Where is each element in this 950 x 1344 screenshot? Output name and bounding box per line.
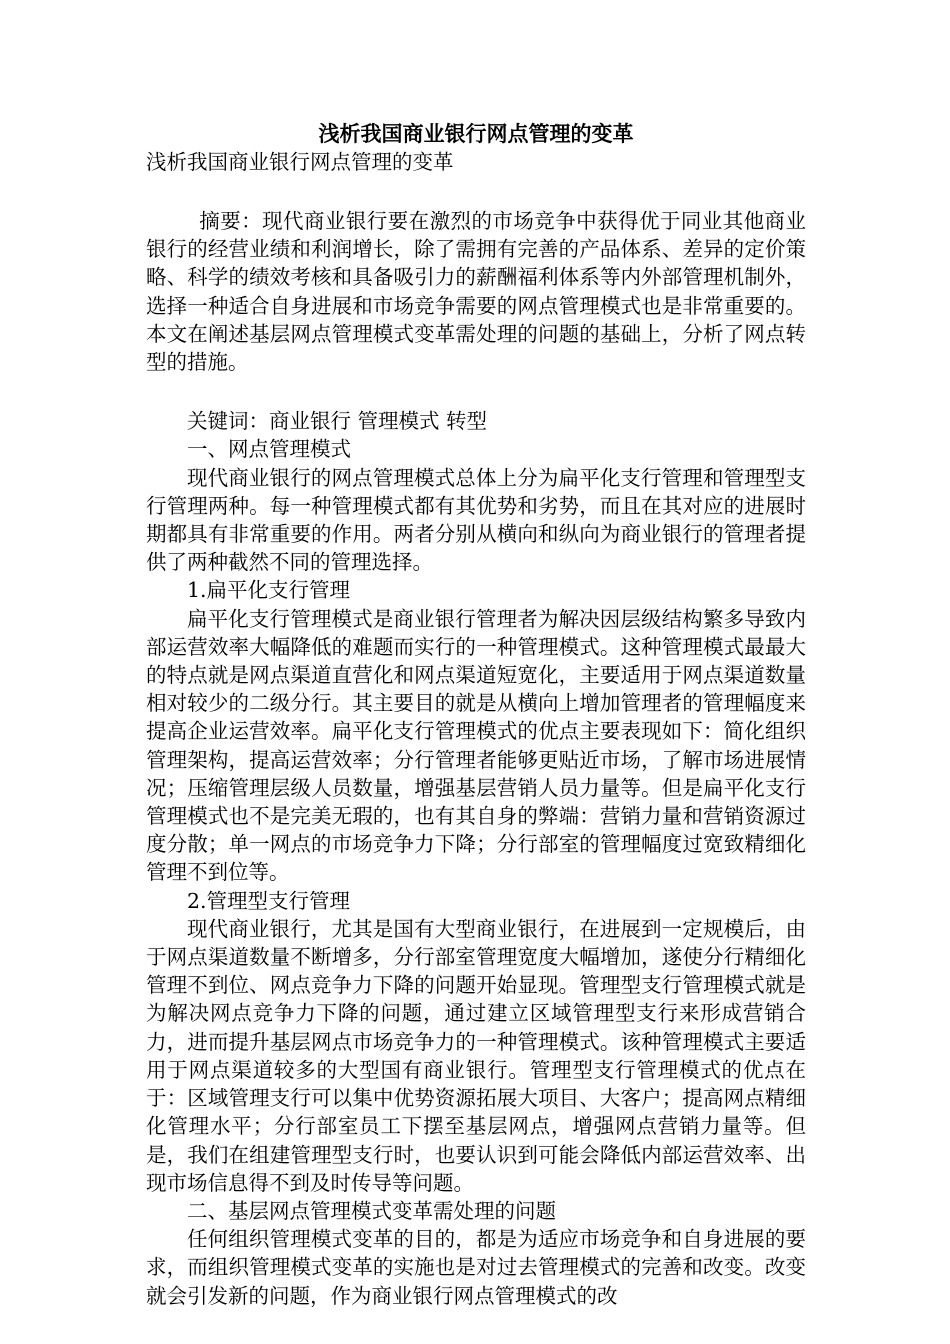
subsection-heading-2: 2.管理型支行管理 [187,888,351,913]
section-1-paragraph: 现代商业银行的网点管理模式总体上分为扁平化支行管理和管理型支行管理两种。每一种管理模式都有其优势和劣势，而且在其对应的进展时期都具有非常重要的作用。两者分别从横向和纵向为商业银行的管理者提供了两种截然不同的管理选择。 [146,465,806,575]
subsection-1-paragraph: 扁平化支行管理模式是商业银行管理者为解决因层级结构繁多导致内部运营效率大幅降低的难题而实行的一种管理模式。这种管理模式最最大的特点就是网点渠道直营化和网点渠道短宽化，主要适用于网点渠道数量相对较少的二级分行。其主要目的就是从横向上增加管理者的管理幅度来提高企业运营效率。扁平化支行管理模式的优点主要表现如下：简化组织管理架构，提高运营效率；分行管理者能够更贴近市场，了解市场进展情况；压缩管理层级人员数量，增强基层营销人员力量等。但是扁平化支行管理模式也不是完美无瑕的，也有其自身的弊端：营销力量和营销资源过度分散；单一网点的市场竞争力下降；分行部室的管理幅度过宽致精细化管理不到位等。 [146,606,806,885]
blank-line [146,376,806,407]
blank-line [146,176,806,207]
section-heading-2: 二、基层网点管理模式变革需处理的问题 [187,1198,556,1223]
document-subtitle: 浅析我国商业银行网点管理的变革 [146,150,454,174]
document-title: 浅析我国商业银行网点管理的变革 [318,121,634,146]
keywords-line: 关键词：商业银行 管理模式 转型 [187,409,488,434]
section-heading-1: 一、网点管理模式 [187,437,351,462]
section-2-paragraph: 任何组织管理模式变革的目的，都是为适应市场竞争和自身进展的要求，而组织管理模式变革的实施也是对过去管理模式的完善和改变。改变就会引发新的问题，作为商业银行网点管理模式的改 [146,1227,806,1308]
document-page [146,120,806,1310]
subsection-2-paragraph: 现代商业银行，尤其是国有大型商业银行，在进展到一定规模后，由于网点渠道数量不断增多，分行部室管理宽度大幅增加，遂使分行精细化管理不到位、网点竞争力下降的问题开始显现。管理型支行管理模式就是为解决网点竞争力下降的问题，通过建立区域管理型支行来形成营销合力，进而提升基层网点市场竞争力的一种管理模式。该种管理模式主要适用于网点渠道较多的大型国有商业银行。管理型支行管理模式的优点在于：区域管理支行可以集中优势资源拓展大项目、大客户；提高网点精细化管理水平；分行部室员工下摆至基层网点，增强网点营销力量等。但是，我们在组建管理型支行时，也要认识到可能会降低内部运营效率、出现市场信息得不到及时传导等问题。 [146,916,806,1195]
subsection-heading-1: 1.扁平化支行管理 [187,578,351,603]
abstract-paragraph: 摘要：现代商业银行要在激烈的市场竞争中获得优于同业其他商业银行的经营业绩和利润增长，除了需拥有完善的产品体系、差异的定价策略、科学的绩效考核和具备吸引力的薪酬福利体系等内外部管理机制外，选择一种适合自身进展和市场竞争需要的网点管理模式也是非常重要的。本文在阐述基层网点管理模式变革需处理的问题的基础上，分析了网点转型的措施。 [146,209,806,375]
